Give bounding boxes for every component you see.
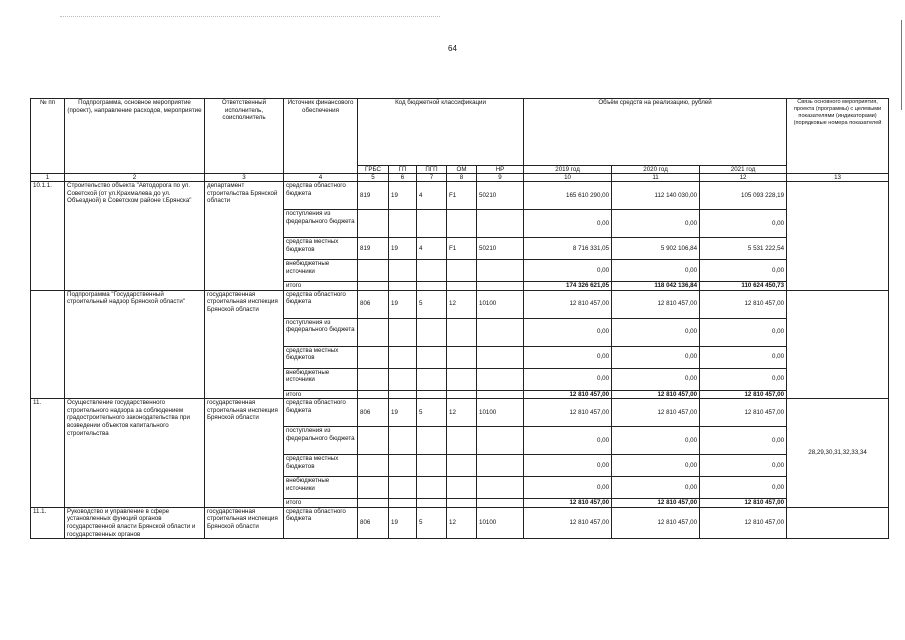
row-number: 10.1.1.	[31, 182, 65, 291]
code-pgp: 5	[417, 399, 447, 427]
amount-2019: 165 610 290,00	[524, 182, 612, 210]
amount-2021: 5 531 222,54	[700, 238, 787, 260]
row-number	[31, 290, 65, 399]
code-om	[447, 346, 477, 368]
code-grbs	[358, 455, 389, 477]
code-om	[447, 282, 477, 291]
code-pgp: 5	[417, 507, 447, 538]
amount-2019: 12 810 457,00	[524, 399, 612, 427]
source-total: итого	[284, 499, 358, 508]
code-om	[447, 390, 477, 399]
code-grbs: 806	[358, 290, 389, 318]
code-gp	[389, 318, 417, 346]
code-grbs: 819	[358, 182, 389, 210]
amount-2021: 12 810 457,00	[700, 499, 787, 508]
code-gp	[389, 346, 417, 368]
header-2019: 2019 год	[524, 166, 612, 174]
amount-2021: 105 093 228,19	[700, 182, 787, 210]
amount-2021: 0,00	[700, 477, 787, 499]
source-federal: поступления из федерального бюджета	[284, 318, 358, 346]
code-gp	[389, 260, 417, 282]
amount-2020: 12 810 457,00	[612, 507, 700, 538]
code-np	[477, 346, 524, 368]
budget-table	[30, 98, 889, 539]
code-gp	[389, 390, 417, 399]
table-row	[31, 182, 889, 210]
source-offbudget: внебюджетные источники	[284, 477, 358, 499]
column-number-cell: 4	[284, 174, 358, 182]
row-number: 11.1.	[31, 507, 65, 538]
amount-2019: 0,00	[524, 260, 612, 282]
source-regional: средства областного бюджета	[284, 182, 358, 210]
amount-2020: 0,00	[612, 455, 700, 477]
source-federal: поступления из федерального бюджета	[284, 427, 358, 455]
code-np	[477, 260, 524, 282]
code-gp	[389, 455, 417, 477]
code-grbs	[358, 318, 389, 346]
table-row	[31, 399, 889, 427]
amount-2021: 110 624 450,73	[700, 282, 787, 291]
code-np	[477, 427, 524, 455]
code-grbs: 819	[358, 238, 389, 260]
code-om: 12	[447, 399, 477, 427]
source-local: средства местных бюджетов	[284, 455, 358, 477]
code-grbs	[358, 427, 389, 455]
amount-2021: 0,00	[700, 427, 787, 455]
amount-2019: 0,00	[524, 455, 612, 477]
executor-name: государственная строительная инспекция Брянской области	[205, 290, 284, 399]
header-gp: ГП	[389, 166, 417, 174]
code-pgp	[417, 346, 447, 368]
code-np	[477, 477, 524, 499]
amount-2020: 118 042 136,84	[612, 282, 700, 291]
code-om	[447, 210, 477, 238]
code-om	[447, 477, 477, 499]
code-pgp: 4	[417, 182, 447, 210]
column-number-cell: 2	[65, 174, 205, 182]
code-pgp	[417, 260, 447, 282]
code-np: 50210	[477, 238, 524, 260]
code-pgp: 4	[417, 238, 447, 260]
header-link: Связь основного мероприятия, проекта (программы) с целевыми показателями (индикаторами) (порядковые номера показателей	[787, 99, 889, 174]
measure-name: Руководство и управление в сфере установленных функций органов государственной власти Брянской области и государственных органов	[65, 507, 205, 538]
code-pgp	[417, 477, 447, 499]
header-np: НР	[477, 166, 524, 174]
column-number-cell: 8	[447, 174, 477, 182]
column-numbers-row	[31, 174, 889, 182]
amount-2019: 12 810 457,00	[524, 507, 612, 538]
code-om	[447, 427, 477, 455]
source-total: итого	[284, 390, 358, 399]
column-number-cell: 5	[358, 174, 389, 182]
amount-2021: 12 810 457,00	[700, 507, 787, 538]
amount-2020: 5 902 106,84	[612, 238, 700, 260]
code-np: 10100	[477, 507, 524, 538]
header-2021: 2021 год	[700, 166, 787, 174]
header-executor: Ответственный исполнитель, соисполнитель	[205, 99, 284, 174]
indicator-link: 28,29,30,31,32,33,34	[787, 399, 889, 508]
header-source: Источник финансового обеспечения	[284, 99, 358, 174]
code-gp	[389, 427, 417, 455]
column-number-cell: 10	[524, 174, 612, 182]
amount-2020: 0,00	[612, 368, 700, 390]
indicator-link	[787, 182, 889, 291]
amount-2020: 12 810 457,00	[612, 399, 700, 427]
code-grbs: 806	[358, 507, 389, 538]
amount-2020: 12 810 457,00	[612, 290, 700, 318]
amount-2020: 0,00	[612, 346, 700, 368]
code-om	[447, 318, 477, 346]
page-number: 64	[448, 44, 457, 53]
amount-2021: 0,00	[700, 210, 787, 238]
amount-2019: 0,00	[524, 368, 612, 390]
code-np	[477, 390, 524, 399]
code-gp: 19	[389, 290, 417, 318]
amount-2019: 0,00	[524, 210, 612, 238]
code-om	[447, 499, 477, 508]
header-subprogram: Подпрограмма, основное мероприятие (проект), направление расходов, мероприятие	[65, 99, 205, 174]
header-om: ОМ	[447, 166, 477, 174]
code-grbs	[358, 499, 389, 508]
amount-2021: 12 810 457,00	[700, 399, 787, 427]
column-number-cell: 9	[477, 174, 524, 182]
amount-2019: 12 810 457,00	[524, 390, 612, 399]
code-gp	[389, 368, 417, 390]
code-gp	[389, 499, 417, 508]
amount-2020: 0,00	[612, 210, 700, 238]
amount-2019: 0,00	[524, 346, 612, 368]
code-pgp	[417, 427, 447, 455]
executor-name: департамент строительства Брянской области	[205, 182, 284, 291]
code-grbs	[358, 210, 389, 238]
code-gp	[389, 282, 417, 291]
code-pgp	[417, 282, 447, 291]
source-local: средства местных бюджетов	[284, 346, 358, 368]
column-number-cell: 13	[787, 174, 889, 182]
amount-2020: 0,00	[612, 477, 700, 499]
code-grbs	[358, 368, 389, 390]
code-pgp	[417, 368, 447, 390]
column-number-cell: 6	[389, 174, 417, 182]
executor-name: государственная строительная инспекция Брянской области	[205, 399, 284, 508]
amount-2019: 174 326 621,05	[524, 282, 612, 291]
code-grbs: 806	[358, 399, 389, 427]
header-grbs: ГРБС	[358, 166, 389, 174]
indicator-link	[787, 290, 889, 399]
header-num: № пп	[31, 99, 65, 174]
code-om	[447, 455, 477, 477]
code-np	[477, 368, 524, 390]
code-grbs	[358, 346, 389, 368]
code-np	[477, 282, 524, 291]
amount-2021: 0,00	[700, 368, 787, 390]
header-volume: Объём средств на реализацию, рублей	[524, 99, 787, 166]
amount-2019: 12 810 457,00	[524, 499, 612, 508]
header-row-main	[31, 99, 889, 166]
code-pgp	[417, 390, 447, 399]
code-np	[477, 210, 524, 238]
code-np: 10100	[477, 290, 524, 318]
amount-2020: 0,00	[612, 260, 700, 282]
code-pgp	[417, 318, 447, 346]
amount-2021: 12 810 457,00	[700, 390, 787, 399]
executor-name: государственная строительная инспекция Брянской области	[205, 507, 284, 538]
table-row	[31, 507, 889, 538]
source-federal: поступления из федерального бюджета	[284, 210, 358, 238]
code-np: 50210	[477, 182, 524, 210]
source-offbudget: внебюджетные источники	[284, 260, 358, 282]
code-grbs	[358, 477, 389, 499]
code-grbs	[358, 390, 389, 399]
amount-2020: 0,00	[612, 318, 700, 346]
code-om	[447, 368, 477, 390]
header-2020: 2020 год	[612, 166, 700, 174]
header-budget-code: Код бюджетной классификации	[358, 99, 524, 166]
amount-2021: 0,00	[700, 260, 787, 282]
source-local: средства местных бюджетов	[284, 238, 358, 260]
code-gp: 19	[389, 399, 417, 427]
source-offbudget: внебюджетные источники	[284, 368, 358, 390]
amount-2019: 0,00	[524, 427, 612, 455]
code-om: 12	[447, 290, 477, 318]
code-om: F1	[447, 182, 477, 210]
table-row	[31, 290, 889, 318]
code-np: 10100	[477, 399, 524, 427]
measure-name: Строительство объекта "Автодорога по ул. Советской (от ул.Крахмалева до ул. Объездной) в Советском районе г.Брянска"	[65, 182, 205, 291]
code-grbs	[358, 260, 389, 282]
code-gp: 19	[389, 507, 417, 538]
header-pgp: ПГП	[417, 166, 447, 174]
amount-2019: 12 810 457,00	[524, 290, 612, 318]
scan-edge-line	[901, 20, 902, 110]
amount-2020: 12 810 457,00	[612, 390, 700, 399]
amount-2021: 0,00	[700, 346, 787, 368]
code-np	[477, 455, 524, 477]
column-number-cell: 12	[700, 174, 787, 182]
code-gp: 19	[389, 182, 417, 210]
column-number-cell: 7	[417, 174, 447, 182]
measure-name: Осуществление государственного строительного надзора за соблюдением градостроительного законодательства при возведении объектов капитального строительства	[65, 399, 205, 508]
source-regional: средства областного бюджета	[284, 290, 358, 318]
scan-artifact-line	[60, 16, 440, 17]
code-np	[477, 318, 524, 346]
column-number-cell: 1	[31, 174, 65, 182]
amount-2021: 0,00	[700, 455, 787, 477]
amount-2021: 12 810 457,00	[700, 290, 787, 318]
code-gp	[389, 477, 417, 499]
column-number-cell: 3	[205, 174, 284, 182]
code-gp	[389, 210, 417, 238]
indicator-link	[787, 507, 889, 538]
source-regional: средства областного бюджета	[284, 399, 358, 427]
row-number: 11.	[31, 399, 65, 508]
amount-2021: 0,00	[700, 318, 787, 346]
code-pgp	[417, 455, 447, 477]
code-np	[477, 499, 524, 508]
code-pgp: 5	[417, 290, 447, 318]
source-regional: средства областного бюджета	[284, 507, 358, 538]
amount-2019: 0,00	[524, 318, 612, 346]
code-grbs	[358, 282, 389, 291]
code-gp: 19	[389, 238, 417, 260]
code-pgp	[417, 210, 447, 238]
column-number-cell: 11	[612, 174, 700, 182]
code-om	[447, 260, 477, 282]
amount-2019: 0,00	[524, 477, 612, 499]
code-pgp	[417, 499, 447, 508]
code-om: F1	[447, 238, 477, 260]
measure-name: Подпрограмма "Государственный строительный надзор Брянской области"	[65, 290, 205, 399]
source-total: итого	[284, 282, 358, 291]
amount-2019: 8 716 331,05	[524, 238, 612, 260]
amount-2020: 0,00	[612, 427, 700, 455]
code-om: 12	[447, 507, 477, 538]
amount-2020: 112 140 030,00	[612, 182, 700, 210]
amount-2020: 12 810 457,00	[612, 499, 700, 508]
